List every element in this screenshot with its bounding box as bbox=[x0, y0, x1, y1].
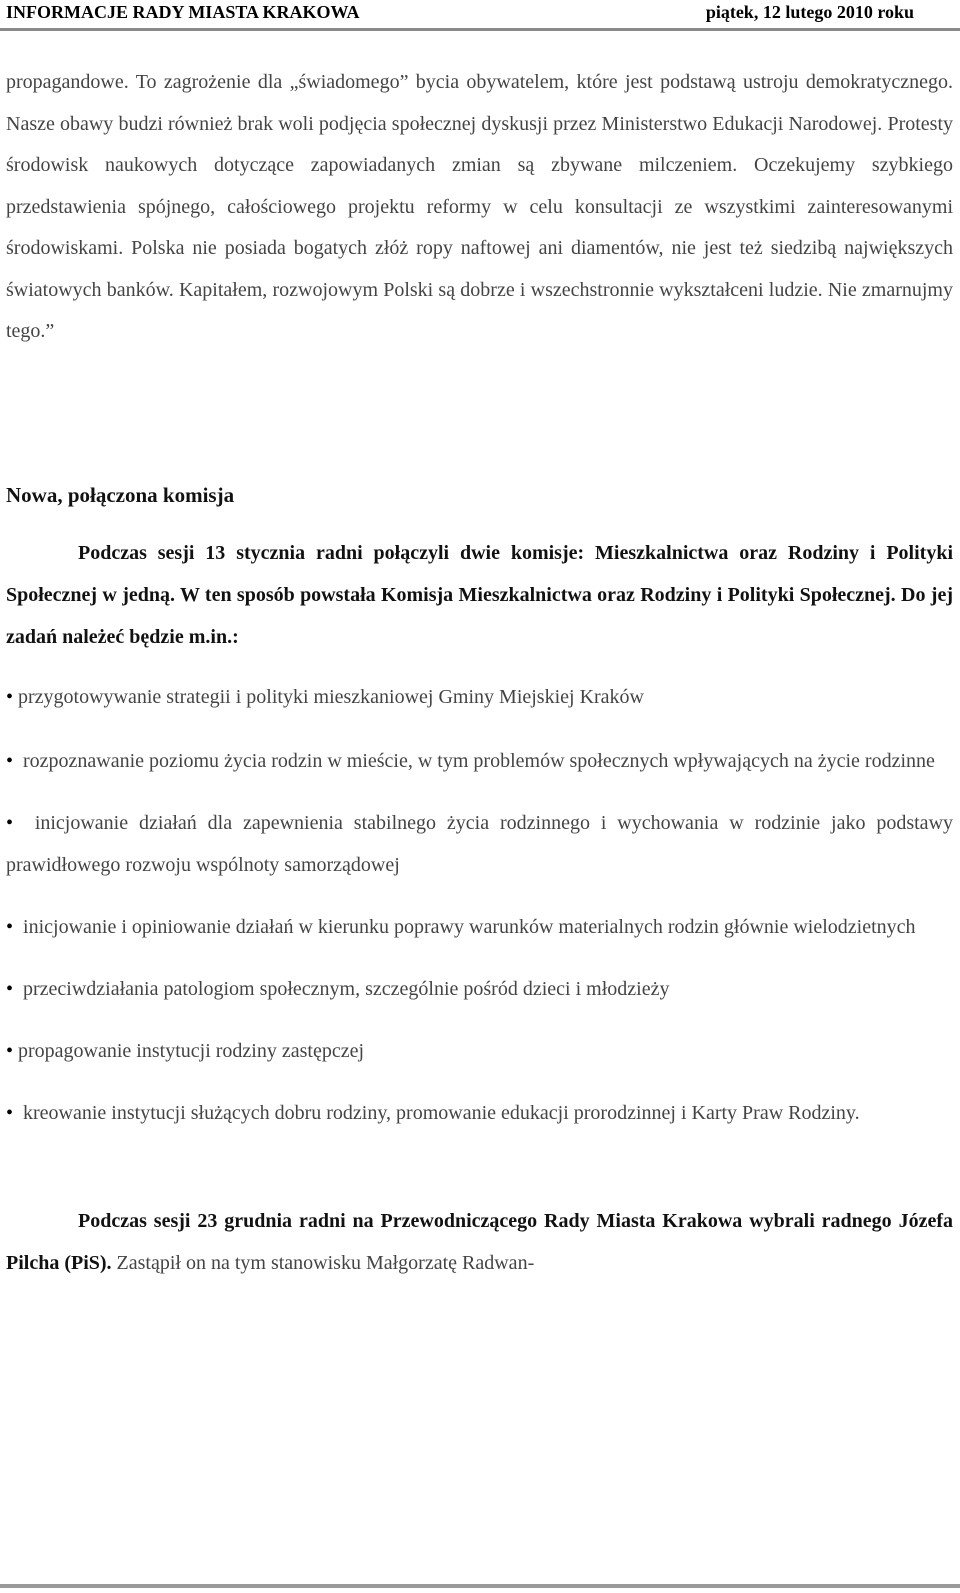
spacer bbox=[6, 508, 953, 532]
bullet-icon: • bbox=[6, 685, 14, 708]
list-item-text: inicjowanie i opiniowanie działań w kierunku poprawy warunków materialnych rodzin głównie wielodzietnych bbox=[23, 915, 916, 938]
list-item bbox=[6, 802, 953, 886]
list-item bbox=[6, 1030, 953, 1072]
list-item-text: przygotowywanie strategii i polityki mieszkaniowej Gminy Miejskiej Kraków bbox=[18, 685, 645, 708]
bullet-icon: • bbox=[6, 915, 14, 938]
spacer bbox=[6, 353, 953, 483]
bullet-icon: • bbox=[6, 749, 14, 772]
list-item bbox=[6, 906, 953, 948]
list-item-text: kreowanie instytucji służących dobru rodziny, promowanie edukacji prorodzinnej i Karty Praw Rodziny. bbox=[23, 1101, 860, 1124]
list-item-text: propagowanie instytucji rodziny zastępczej bbox=[18, 1039, 365, 1062]
section-lead: Podczas sesji 13 stycznia radni połączyli dwie komisje: Mieszkalnictwa oraz Rodziny i Polityki Społecznej w jedną. W ten sposób powstała Komisja Mieszkalnictwa oraz Rodziny i Polityki Społecznej. Do jej zadań należeć będzie m.in.: bbox=[6, 541, 953, 648]
list-item bbox=[6, 676, 953, 718]
list-item-text: przeciwdziałania patologiom społecznym, szczególnie pośród dzieci i młodzieży bbox=[23, 977, 670, 1000]
section-title: Nowa, połączona komisja bbox=[6, 482, 235, 507]
bullet-icon: • bbox=[6, 1039, 14, 1062]
task-list bbox=[6, 676, 953, 1134]
list-item-text: inicjowanie działań dla zapewnienia stabilnego życia rodzinnego i wychowania w rodzinie jako podstawy prawidłowego rozwoju wspólnoty samorządowej bbox=[6, 811, 954, 876]
publication-title: INFORMACJE RADY MIASTA KRAKOWA bbox=[6, 2, 360, 22]
closing-bold-text: Podczas sesji 23 grudnia radni na Przewodniczącego Rady Miasta Krakowa wybrali radnego Józefa Pilcha (PiS). bbox=[6, 1209, 953, 1274]
intro-paragraph: propagandowe. To zagrożenie dla „świadomego” bycia obywatelem, które jest podstawą ustroju demokratycznego. Nasze obawy budzi również brak woli podjęcia społecznej dyskusji przez Ministerstwo Edukacji Narodowej. Protesty środowisk naukowych dotyczące zapowiadanych zmian są zbywane milczeniem. Oczekujemy szybkiego przedstawienia spójnego, całościowego projektu reformy w celu konsultacji ze wszystkimi zainteresowanymi środowiskami. Polska nie posiada bogatych złóż ropy naftowej ani diamentów, nie jest też siedzibą największych światowych banków. Kapitałem, rozwojowym Polski są dobrze i wszechstronnie wykształceni ludzie. Nie zmarnujmy tego.” bbox=[6, 71, 953, 342]
spacer bbox=[6, 658, 953, 676]
list-item bbox=[6, 1092, 953, 1134]
bullet-icon: • bbox=[6, 1101, 14, 1124]
page-content bbox=[6, 62, 953, 1284]
bullet-icon: • bbox=[6, 977, 14, 1000]
list-item-text: rozpoznawanie poziomu życia rodzin w mieście, w tym problemów społecznych wpływających na życie rodzinne bbox=[23, 749, 935, 772]
closing-text: Zastąpił on na tym stanowisku Małgorzatę Radwan- bbox=[111, 1251, 535, 1274]
header-rule bbox=[0, 28, 960, 31]
footer-rule bbox=[0, 1584, 960, 1588]
spacer bbox=[6, 1134, 953, 1200]
bullet-icon: • bbox=[6, 811, 14, 834]
publication-date: piątek, 12 lutego 2010 roku bbox=[705, 2, 914, 22]
list-item bbox=[6, 968, 953, 1010]
closing-paragraph bbox=[6, 1200, 953, 1284]
page-header bbox=[0, 0, 960, 30]
list-item bbox=[6, 740, 953, 782]
